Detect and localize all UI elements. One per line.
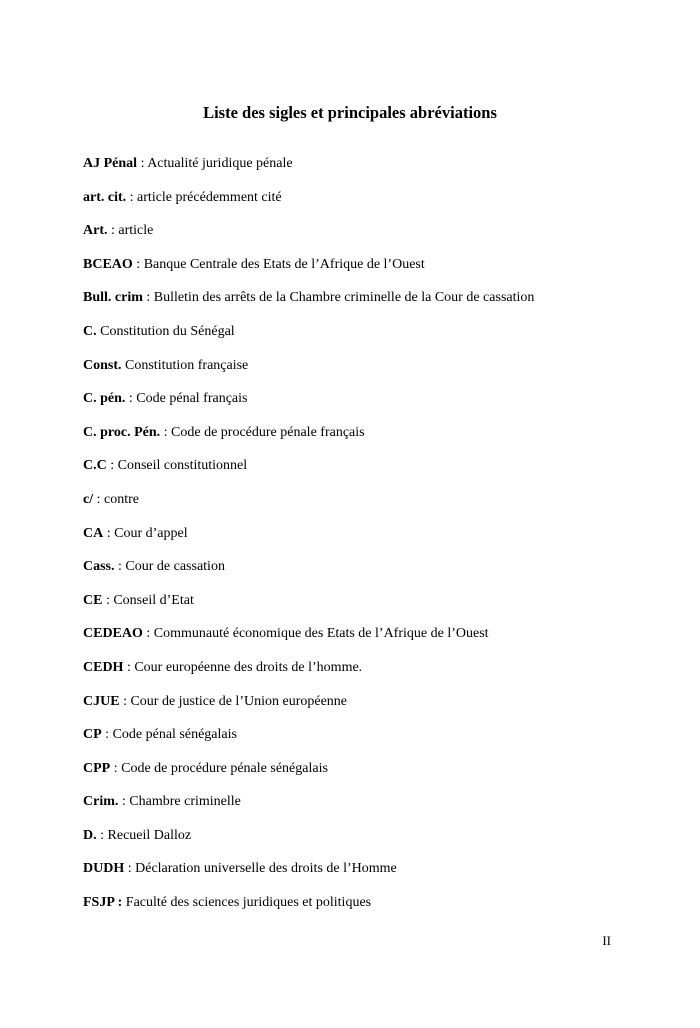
- list-item: [83, 491, 663, 525]
- separator: :: [160, 424, 172, 440]
- abbreviation: C. pén.: [83, 391, 126, 407]
- abbreviation: CJUE: [83, 693, 120, 709]
- separator: :: [110, 760, 122, 776]
- abbreviation: CEDH: [83, 659, 124, 675]
- abbreviation: CP: [83, 727, 102, 743]
- definition: article: [118, 223, 154, 239]
- definition: contre: [104, 491, 139, 507]
- separator: :: [124, 861, 136, 877]
- abbreviation: D.: [83, 827, 97, 843]
- list-item: [83, 625, 663, 659]
- separator: :: [142, 626, 154, 642]
- abbreviation: c/: [83, 491, 94, 507]
- list-item: [83, 256, 663, 290]
- list-item: [83, 894, 663, 928]
- separator: :: [123, 659, 135, 675]
- definition: Conseil constitutionnel: [117, 458, 248, 474]
- definition: Code de procédure pénale sénégalais: [121, 760, 328, 776]
- definition: Constitution française: [125, 357, 249, 373]
- abbreviation: C.: [83, 323, 97, 339]
- definition: Cour de cassation: [125, 559, 225, 575]
- definition: Déclaration universelle des droits de l’Homme: [135, 861, 397, 877]
- list-item: [83, 457, 663, 491]
- separator: :: [126, 189, 138, 205]
- abbreviation: C.C: [83, 458, 107, 474]
- separator: :: [106, 458, 118, 474]
- abbreviation: Cass.: [83, 559, 115, 575]
- definition: article précédemment cité: [137, 189, 282, 205]
- separator: :: [107, 223, 119, 239]
- definition: Banque Centrale des Etats de l’Afrique de l’Ouest: [143, 256, 425, 272]
- list-item: [83, 189, 663, 223]
- list-item: [83, 525, 663, 559]
- definition: Recueil Dalloz: [107, 827, 192, 843]
- page-title: Liste des sigles et principales abréviations: [203, 103, 497, 122]
- list-item: [83, 390, 663, 424]
- abbreviation: DUDH: [83, 861, 125, 877]
- list-item: [83, 827, 663, 861]
- definition: Conseil d’Etat: [113, 592, 194, 608]
- abbreviation: art. cit.: [83, 189, 127, 205]
- list-item: [83, 760, 663, 794]
- list-item: [83, 323, 663, 357]
- abbreviation: Const.: [83, 357, 122, 373]
- abbreviation: CE: [83, 592, 103, 608]
- abbreviation: Bull. crim: [83, 290, 143, 306]
- definition: Code pénal français: [136, 391, 248, 407]
- abbreviation: CEDEAO: [83, 626, 143, 642]
- abbreviation: FSJP :: [83, 895, 123, 911]
- definition: Cour de justice de l’Union européenne: [130, 693, 347, 709]
- list-item: [83, 726, 663, 760]
- list-item: [83, 155, 663, 189]
- definition: Cour d’appel: [114, 525, 188, 541]
- separator: :: [102, 592, 114, 608]
- separator: :: [137, 156, 148, 171]
- definition: Code de procédure pénale français: [171, 424, 365, 440]
- separator: :: [96, 827, 108, 843]
- separator: :: [114, 559, 126, 575]
- page-number: II: [602, 933, 611, 948]
- abbreviation: BCEAO: [83, 256, 133, 272]
- definition: Constitution du Sénégal: [100, 323, 235, 339]
- separator: :: [119, 693, 131, 709]
- list-item: [83, 693, 663, 727]
- list-item: [83, 357, 663, 391]
- definition: Faculté des sciences juridiques et politiques: [125, 895, 372, 911]
- list-item: [83, 289, 663, 323]
- abbreviation: Crim.: [83, 794, 119, 810]
- list-item: [83, 793, 663, 827]
- separator: :: [101, 727, 113, 743]
- definition: Bulletin des arrêts de la Chambre criminelle de la Cour de cassation: [153, 290, 535, 306]
- separator: :: [118, 794, 130, 810]
- list-item: [83, 222, 663, 256]
- list-item: [83, 592, 663, 626]
- list-item: [83, 558, 663, 592]
- definition: Actualité juridique pénale: [147, 156, 293, 171]
- separator: :: [103, 525, 115, 541]
- list-item: [83, 860, 663, 894]
- separator: :: [132, 256, 144, 272]
- separator: :: [125, 391, 137, 407]
- abbreviation: Art.: [83, 223, 108, 239]
- definition: Communauté économique des Etats de l’Afrique de l’Ouest: [153, 626, 489, 642]
- separator: :: [93, 491, 104, 507]
- abbreviation: AJ Pénal: [83, 156, 138, 171]
- definition: Cour européenne des droits de l’homme.: [134, 659, 363, 675]
- abbreviation: CPP: [83, 760, 111, 776]
- abbreviation-list: [83, 155, 663, 928]
- abbreviation: C. proc. Pén.: [83, 424, 161, 440]
- definition: Code pénal sénégalais: [112, 727, 237, 743]
- definition: Chambre criminelle: [129, 794, 241, 810]
- abbreviation: CA: [83, 525, 104, 541]
- list-item: [83, 659, 663, 693]
- list-item: [83, 424, 663, 458]
- separator: :: [142, 290, 154, 306]
